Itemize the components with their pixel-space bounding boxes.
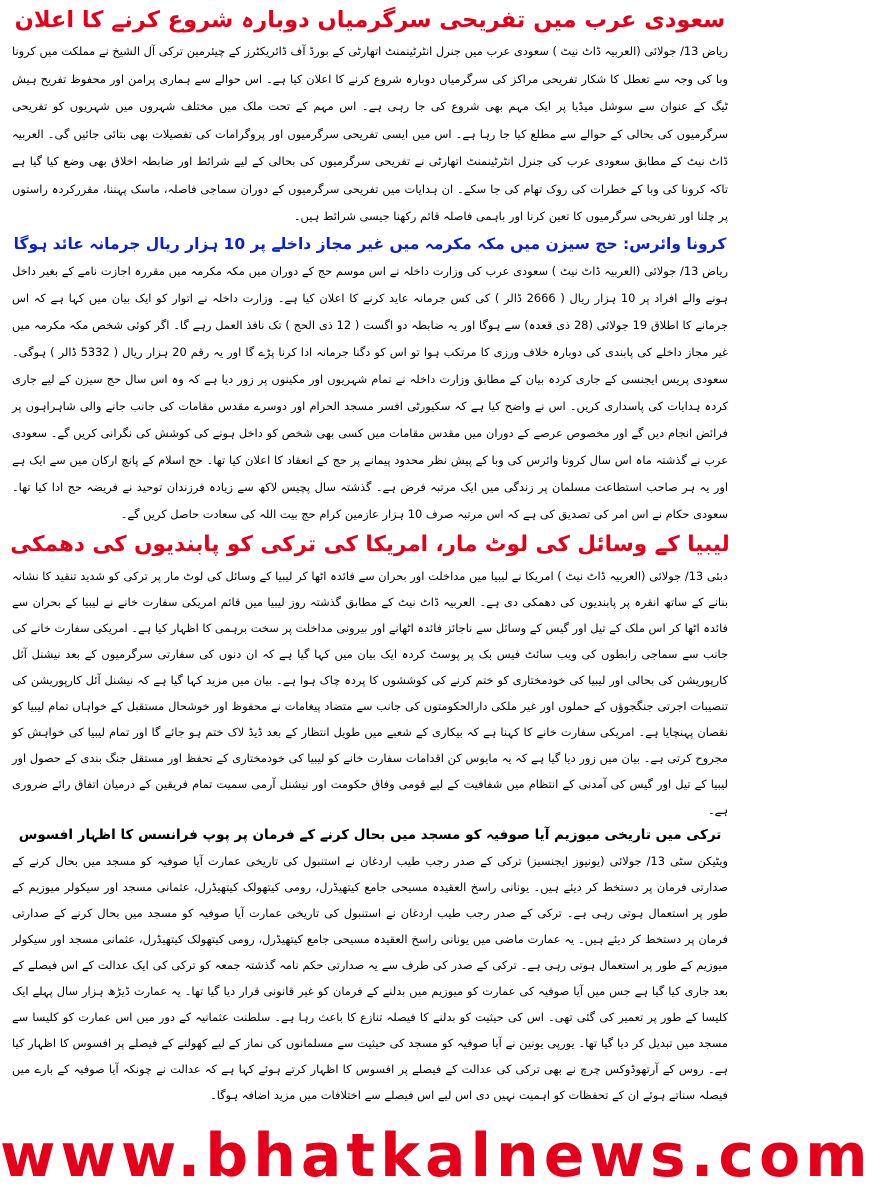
article-headline: ترکی میں تاریخی میوزیم آیا صوفیہ کو مسجد میں بحال کرنے کے فرمان پر پوپ فرانسس کا اظہار افسوس <box>18 826 722 843</box>
site-url-link[interactable]: www.bhatkalnews.com <box>0 1121 873 1191</box>
article-headline: لیبیا کے وسائل کی لوٹ مار، امریکا کی ترکی کو پابندیوں کی دھمکی <box>10 532 730 557</box>
article-hajj-fine <box>10 235 730 528</box>
article-headline: سعودی عرب میں تفریحی سرگرمیاں دوبارہ شروع کرنے کا اعلان <box>14 7 726 33</box>
article-body: دبئی 13/ جولائی (العربیہ ڈاٹ نیٹ ) امریکا نے لیبیا میں مداخلت اور بحران سے فائدہ اٹھا کر لیبیا کے وسائل کی لوٹ مار پر ترکی کو شدید تنقید کا نشانہ بنانے کے ساتھ انقرہ پر پابندیوں کی دھمکی دی ہے۔ العربیہ ڈاٹ نیٹ کے مطابق گذشتہ روز لیبیا میں قائم امریکی سفارت خانے نے لیبیا کے بحران سے فائدہ اٹھا کر اس ملک کے تیل اور گیس کے وسائل سے ناجائز فائدہ اٹھانے اور بیرونی مداخلت پر سخت برہمی کا اظہار کیا ہے۔ امریکی سفارت خانے کی جانب سے سماجی رابطوں کی ویب سائٹ فیس بک پر پوسٹ کردہ ایک بیان میں کہا گیا ہے کہ ان دنوں کی سفارتی سرگرمیوں کے بعد نیشنل آئل کارپوریشن کی بحالی اور لیبیا کی خودمختاری کو ختم کرنے کی کوششوں کا پردہ چاک ہوا ہے۔ بیان میں مزید کہا گیا ہے کہ نیشنل آئل کارپوریشن کی تنصیبات اجرتی جنگجوؤں کے حملوں اور غیر ملکی دارالحکومتوں کی جانب سے متضاد پیغامات نے محفوظ اور خوشحال مستقبل کے خواہاں تمام لیبیا کو نقصان پہنچایا ہے۔ امریکی سفارت خانے کا کہنا ہے کہ بیکاری کے شعبے میں طویل انتظار کے بعد ڈیڈ لاک ختم ہو جائے گا اور تمام لیبیا کی خواہش کو مجروح کرتی ہے۔ بیان میں زور دیا گیا ہے کہ یہ مایوس کن اقدامات سفارت خانے کو لیبیا کی خودمختاری کے تحفظ اور مستقل جنگ بندی کے حصول اور لیبیا کے تیل اور گیس کی آمدنی کے انتظام میں شفافیت کے لیے قومی وفاق حکومت اور نیشنل آرمی سمیت تمام فریقین کے درمیان اتفاق رائے ضروری ہے۔ <box>12 568 728 817</box>
article-headline: کرونا وائرس: حج سیزن میں مکہ مکرمہ میں غیر مجاز داخلے پر 10 ہزار ریال جرمانہ عائد ہوگا <box>13 234 727 253</box>
article-body: ویٹیکن سٹی 13/ جولائی (یونیوز ایجنسیز) ترکی کے صدر رجب طیب اردغان نے استنبول کی تاریخی عمارت آیا صوفیہ کو مسجد میں بحال کرنے کے صدارتی فرمان پر دستخط کر دیئے ہیں۔ یونانی راسخ العقیدہ مسیحی جامع کیتھیڈرل، رومی کیتھولک کیتھیڈرل، عثمانی مسجد اور سیکولر میوزیم کے طور پر استعمال ہوتی رہی ہے۔ ترکی کے صدر رجب طیب اردغان نے استنبول کی تاریخی عمارت آیا صوفیہ کو مسجد میں بحال کرنے کے صدارتی فرمان پر دستخط کر دیئے ہیں۔ یہ عمارت ماضی میں یونانی راسخ العقیدہ مسیحی جامع کیتھیڈرل، رومی کیتھولک کیتھیڈرل، عثمانی مسجد اور سیکولر میوزیم کے طور پر استعمال ہوتی رہی ہے۔ ترکی کے صدر کی طرف سے یہ صدارتی حکم نامہ گذشتہ جمعہ کو ترکی کی ایک عدالت کے اس فیصلے کے بعد جاری کیا گیا ہے جس میں آیا صوفیہ کی عمارت کو میوزیم میں بدلنے کے فرمان کو غیر قانونی قرار دیا گیا تھا۔ یہ عمارت ڈیڑھ ہزار سال پہلے ایک کلیسا کے طور پر تعمیر کی گئی تھی۔ اس کی حیثیت کو بدلنے کا فیصلہ تنازع کا باعث رہا ہے۔ سلطنت عثمانیہ کے دور میں اس عمارت کو کلیسا سے مسجد میں تبدیل کر دیا گیا تھا۔ یورپی یونین نے آیا صوفیہ کو مسجد کی حیثیت سے مسلمانوں کی نماز کے لیے کھولنے کے فیصلے پر افسوس کا اظہار کیا ہے۔ روس کے آرتھوڈوکس چرچ نے بھی ترکی کی عدالت کے فیصلے پر افسوس کا اظہار کرتے ہوئے کہا ہے کہ عدالت نے چونکہ آیا صوفیہ کے بارے میں فیصلہ سناتے ہوئے ان کے تحفظات کو اہمیت نہیں دی اس لیے اس فیصلے سے اختلافات میں مزید اضافہ ہوگا۔ <box>12 853 728 1102</box>
site-url-footer <box>0 1121 873 1191</box>
article-libya-turkey <box>10 532 730 823</box>
article-hagia-sophia <box>10 827 730 1108</box>
article-body: ریاض 13/ جولائی (العربیہ ڈاٹ نیٹ ) سعودی عرب میں جنرل انٹرٹینمنٹ اتھارٹی کے بورڈ آف ڈائریکٹرز کے چیئرمین ترکی آل الشیخ نے مملکت میں کرونا وبا کی وجہ سے تعطل کا شکار تفریحی مراکز کی سرگرمیاں دوبارہ شروع کرنے کا اعلان کیا ہے۔ اس حوالے سے ہماری پرامن اور محفوظ تفریح ہیش ٹیگ کے عنوان سے سوشل میڈیا پر ایک مہم بھی شروع کی جا رہی ہے۔ اس مہم کے تحت ملک میں مختلف شہروں میں شہریوں کو تفریحی سرگرمیوں کی بحالی کے حوالے سے مطلع کیا جا رہا ہے۔ اس میں ایسی تفریحی سرگرمیوں اور پروگرامات کی تفصیلات بھی بتائی جائیں گی۔ العربیہ ڈاٹ نیٹ کے مطابق سعودی عرب کی جنرل انٹرٹینمنٹ اتھارٹی نے تفریحی سرگرمیوں کی بحالی کے لیے شرائط اور ضابطہ اخلاق بھی وضع کیا گیا ہے تاکہ کرونا کی وبا کے خطرات کی روک تھام کی جا سکے۔ ان ہدایات میں تفریحی سرگرمیوں کے دوران سماجی فاصلہ، ماسک پہننا، مقررکردہ راستوں پر چلنا اور تفریحی سرگرمیوں کا تعین کرنا اور باہمی فاصلہ قائم رکھنا جیسی شرائط ہیں۔ <box>12 44 728 224</box>
article-saudi-entertainment <box>10 6 730 231</box>
article-body: ریاض 13/ جولائی (العربیہ ڈاٹ نیٹ ) سعودی عرب کی وزارت داخلہ نے اس موسم حج کے دوران میں مکہ مکرمہ میں مقررہ اجازت نامے کے بغیر داخل ہونے والے افراد پر 10 ہزار ریال ( 2666 ڈالر ) کی کس جرمانہ عاید کرنے کا اعلان کیا ہے۔ وزارت داخلہ نے اتوار کو ایک بیان میں کہا ہے کہ اس جرمانے کا اطلاق 19 جولائی (28 ذی قعدہ) سے ہوگا اور یہ ضابطہ دو اگست ( 12 ذی الحج ) تک نافذ العمل رہے گا۔ اگر کوئی شخص مکہ مکرمہ میں غیر مجاز داخلے کی پابندی کی دوبارہ خلاف ورزی کا مرتکب ہوا تو اس کو دگنا جرمانہ ادا کرنا پڑے گا اور یہ رقم 20 ہزار ریال ( 5332 ڈالر ) ہوگی۔ سعودی پریس ایجنسی کے جاری کردہ بیان کے مطابق وزارت داخلہ نے تمام شہریوں اور مکینوں پر زور دیا ہے کہ وہ اس سال حج سیزن کے لیے جاری کردہ ہدایات کی پاسداری کریں۔ اس نے واضح کیا ہے کہ سکیورٹی افسر مسجد الحرام اور دوسرے مقدس مقامات کی جانب جانے والی شاہراہوں پر فرائض انجام دیں گے اور مخصوص عرصے کے دوران میں مقدس مقامات میں کسی بھی شخص کو داخل ہونے کی کوشش کی نگرانی کریں گے۔ سعودی عرب نے گذشتہ ماہ اس سال کرونا وائرس کی وبا کے پیش نظر محدود پیمانے پر حج کے انعقاد کا اعلان کیا تھا۔ حج اسلام کے پانچ ارکان میں سے ایک ہے اور یہ ہر صاحب استطاعت مسلمان پر زندگی میں ایک مرتبہ فرض ہے۔ گذشتہ سال پچیس لاکھ سے زیادہ فرزندان توحید نے فریضہ حج ادا کیا تھا۔ سعودی حکام نے اس امر کی تصدیق کی ہے کہ اس مرتبہ صرف 10 ہزار عازمین کرام حج بیت اللہ کی سعادت حاصل کریں گے۔ <box>12 264 728 521</box>
